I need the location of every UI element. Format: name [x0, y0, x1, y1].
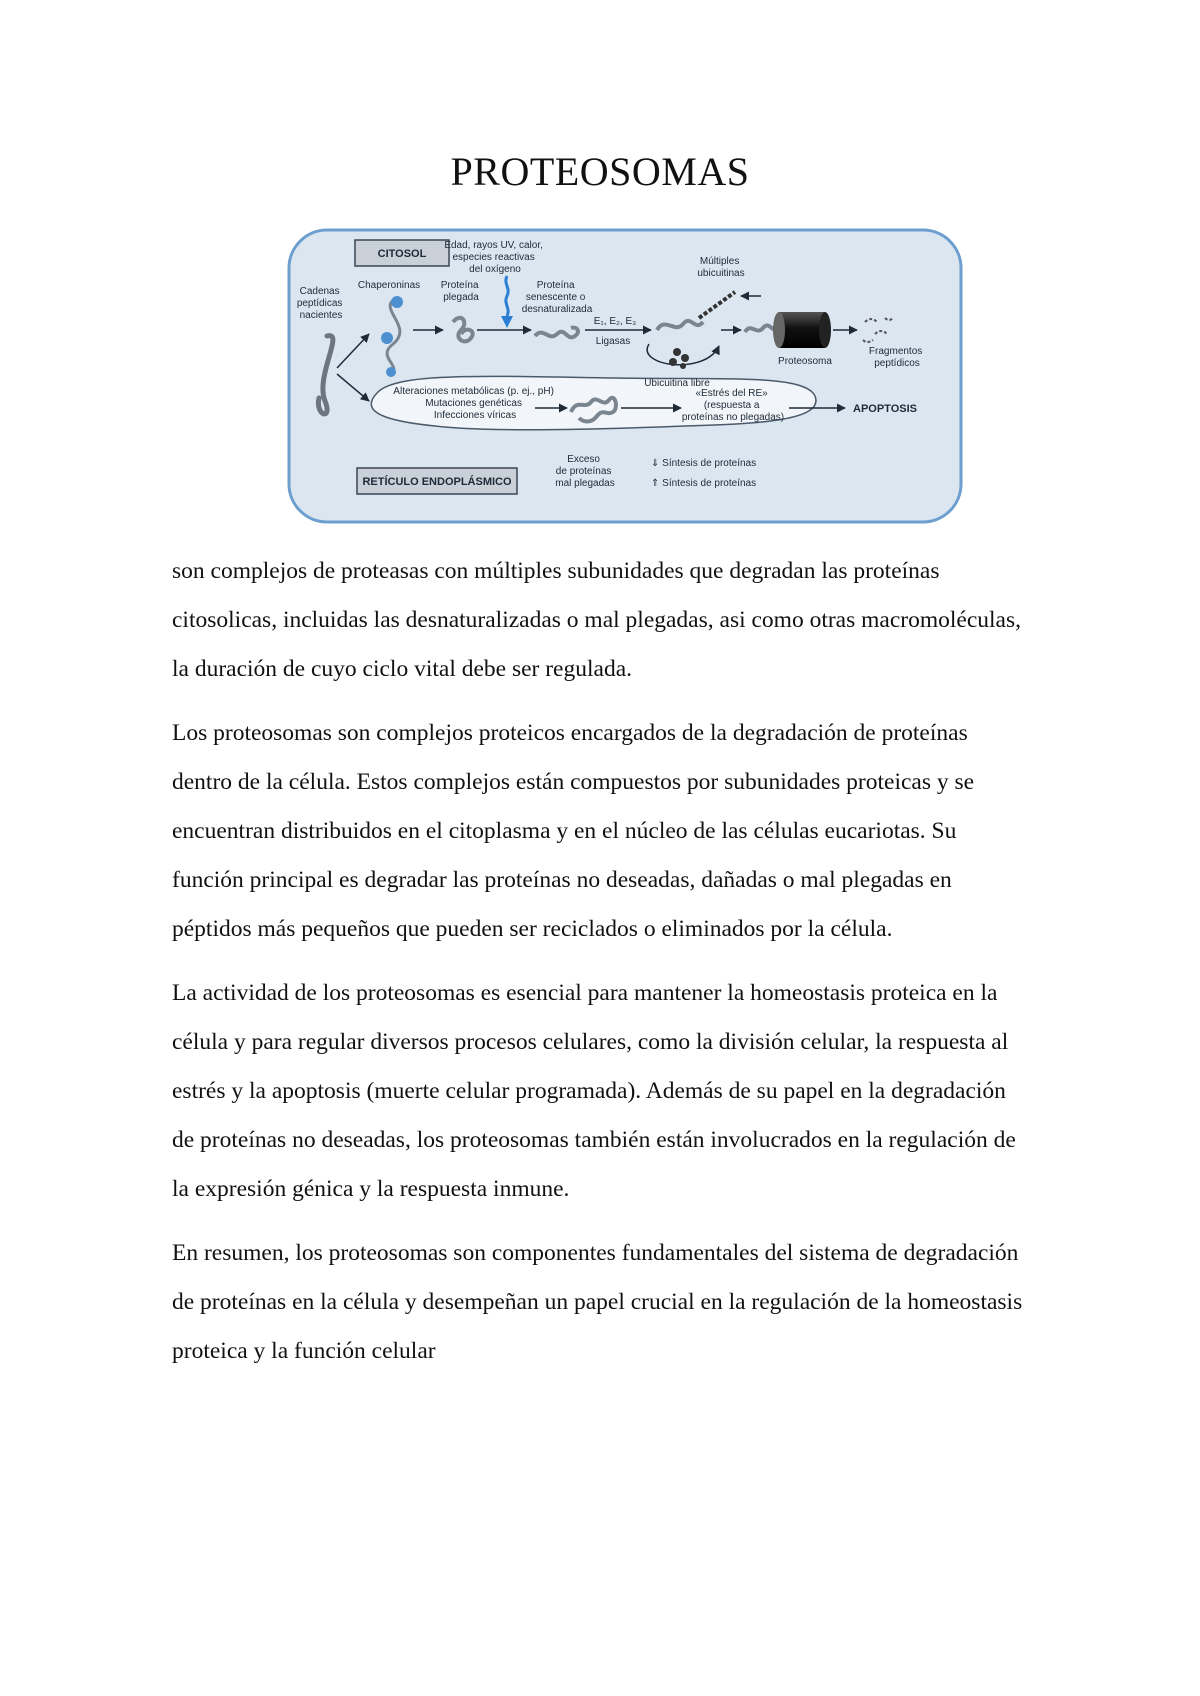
body-text: [172, 547, 1032, 1391]
sintesis-down-label: ⇓ Síntesis de proteínas: [651, 458, 757, 469]
paragraph-1: son complejos de proteasas con múltiples subunidades que degradan las proteínas citosolicas, incluidas las desnaturalizadas o mal plegadas, asi como otras macromoléculas, la duración de cuyo ciclo vital debe ser regulada.: [172, 558, 1021, 682]
proteasome-diagram: [285, 226, 965, 526]
estres-re-label: «Estrés del RE» (respuesta a proteínas no plegadas): [681, 388, 785, 423]
ligasas-label: Ligasas: [595, 336, 631, 347]
enzimas-label: E₁, E₂, E₃: [593, 316, 637, 327]
fragmentos-label: Fragmentos peptídicos: [868, 346, 923, 369]
re-label: RETÍCULO ENDOPLÁSMICO: [362, 476, 512, 488]
stress-factors-label: Edad, rayos UV, calor, especies reactivas del oxígeno: [444, 240, 543, 275]
exceso-label: Exceso de proteínas mal plegadas: [555, 454, 615, 489]
paragraph-4: En resumen, los proteosomas son componentes fundamentales del sistema de degradación de proteínas en la célula y desempeñan un papel crucial en la regulación de la homeostasis proteica y la función celular: [172, 1240, 1023, 1364]
chaperoninas-label: Chaperoninas: [357, 280, 421, 291]
page-title: PROTEOSOMAS: [450, 149, 750, 194]
alteraciones-label: Alteraciones metabólicas (p. ej., pH) Mutaciones genéticas Infecciones víricas: [393, 386, 554, 421]
apoptosis-label: APOPTOSIS: [853, 403, 917, 415]
proteasome-icon: [773, 312, 831, 348]
proteosoma-label: Proteosoma: [778, 356, 832, 367]
ubiquitina-libre-label: Ubicuitina libre: [644, 378, 710, 389]
ubicuitinas-label: Múltiples ubicuitinas: [697, 256, 745, 279]
citosol-label: CITOSOL: [377, 248, 427, 260]
proteina-senescente-label: Proteína senescente o desnaturalizada: [521, 280, 593, 315]
paragraph-2: Los proteosomas son complejos proteicos encargados de la degradación de proteínas dentro de la célula. Estos complejos están compuestos por subunidades proteicas y se encuentran distribuidos en el citoplasma y en el núcleo de las células eucariotas. Su función principal es degradar las proteínas no deseadas, dañadas o mal plegadas en péptidos más pequeños que pueden ser reciclados o eliminados por la célula.: [172, 720, 975, 942]
cadenas-label: Cadenas peptídicas nacientes: [296, 286, 343, 321]
proteina-plegada-label: Proteína plegada: [440, 280, 479, 303]
paragraph-3: La actividad de los proteosomas es esencial para mantener la homeostasis proteica en la célula y para regular diversos procesos celulares, como la división celular, la respuesta al estrés y la apoptosis (muerte celular programada). Además de su papel en la degradación de proteínas no deseadas, los proteosomas también están involucrados en la regulación de la expresión génica y la respuesta inmune.: [172, 980, 1016, 1202]
sintesis-up-label: ⇑ Síntesis de proteínas: [651, 478, 757, 489]
